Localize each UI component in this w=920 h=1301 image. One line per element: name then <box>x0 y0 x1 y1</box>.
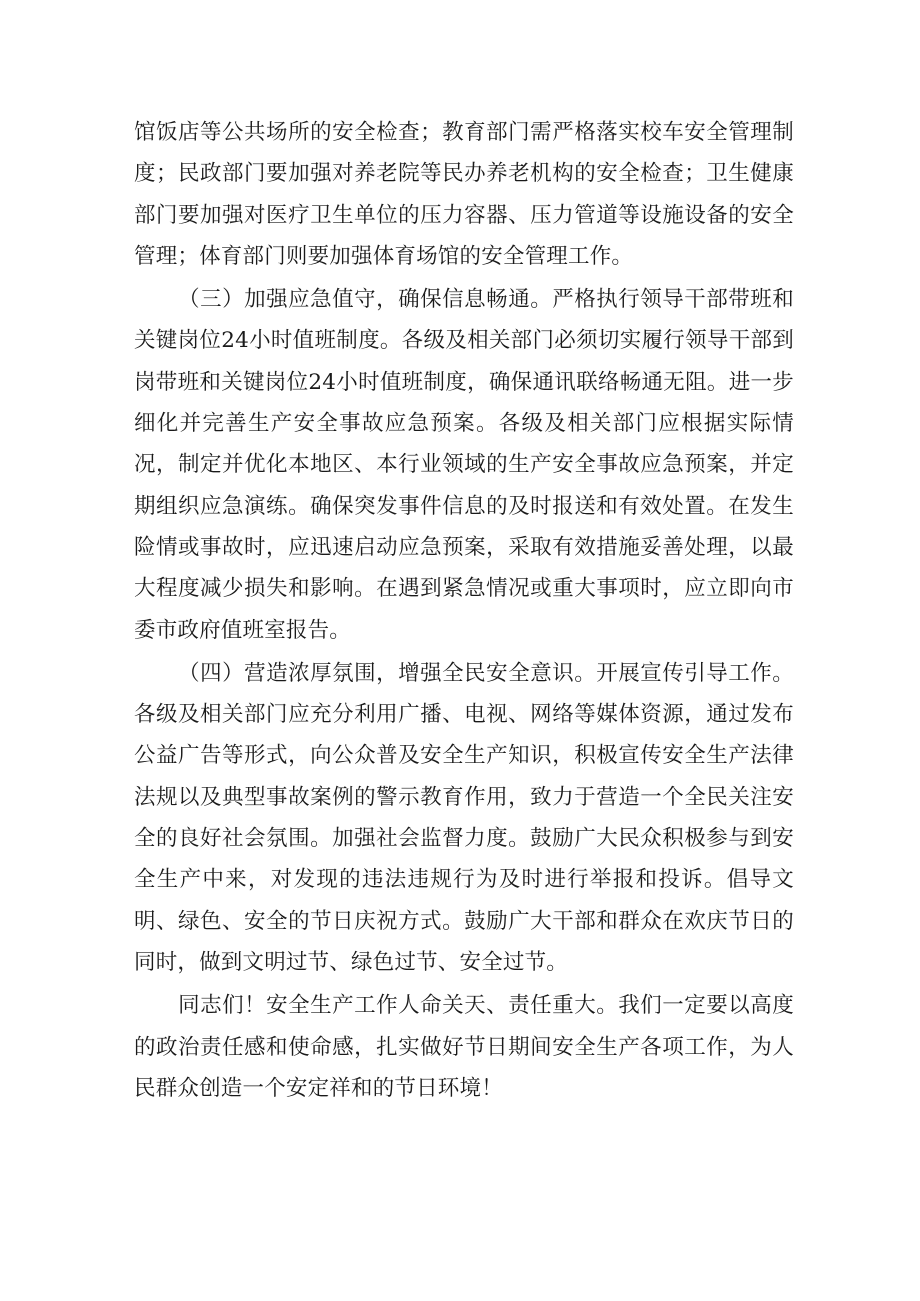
paragraph-closing-remarks: 同志们！安全生产工作人命关天、责任重大。我们一定要以高度的政治责任感和使命感，扎实做好节日期间安全生产各项工作，为人民群众创造一个安定祥和的节日环境！ <box>134 993 794 1101</box>
paragraph-continued-inspections: 馆饭店等公共场所的安全检查；教育部门需严格落实校车安全管理制度；民政部门要加强对养老院等民办养老机构的安全检查；卫生健康部门要加强对医疗卫生单位的压力容器、压力管道等设施设备的安全管理；体育部门则要加强体育场馆的安全管理工作。 <box>134 120 794 269</box>
paragraph-emergency-duty: （三）加强应急值守，确保信息畅通。严格执行领导干部带班和关键岗位24小时值班制度。各级及相关部门必须切实履行领导干部到岗带班和关键岗位24小时值班制度，确保通讯联络畅通无阻。进一步细化并完善生产安全事故应急预案。各级及相关部门应根据实际情况，制定并优化本地区、本行业领域的生产安全事故应急预案，并定期组织应急演练。确保突发事件信息的及时报送和有效处置。在发生险情或事故时，应迅速启动应急预案，采取有效措施妥善处理，以最大程度减少损失和影响。在遇到紧急情况或重大事项时，应立即向市委市政府值班室报告。 <box>134 287 794 643</box>
paragraph-safety-awareness: （四）营造浓厚氛围，增强全民安全意识。开展宣传引导工作。各级及相关部门应充分利用广播、电视、网络等媒体资源，通过发布公益广告等形式，向公众普及安全生产知识，积极宣传安全生产法律法规以及典型事故案例的警示教育作用，致力于营造一个全民关注安全的良好社会氛围。加强社会监督力度。鼓励广大民众积极参与到安全生产中来，对发现的违法违规行为及时进行举报和投诉。倡导文明、绿色、安全的节日庆祝方式。鼓励广大干部和群众在欢庆节日的同时，做到文明过节、绿色过节、安全过节。 <box>134 660 794 975</box>
document-body <box>134 112 794 1109</box>
